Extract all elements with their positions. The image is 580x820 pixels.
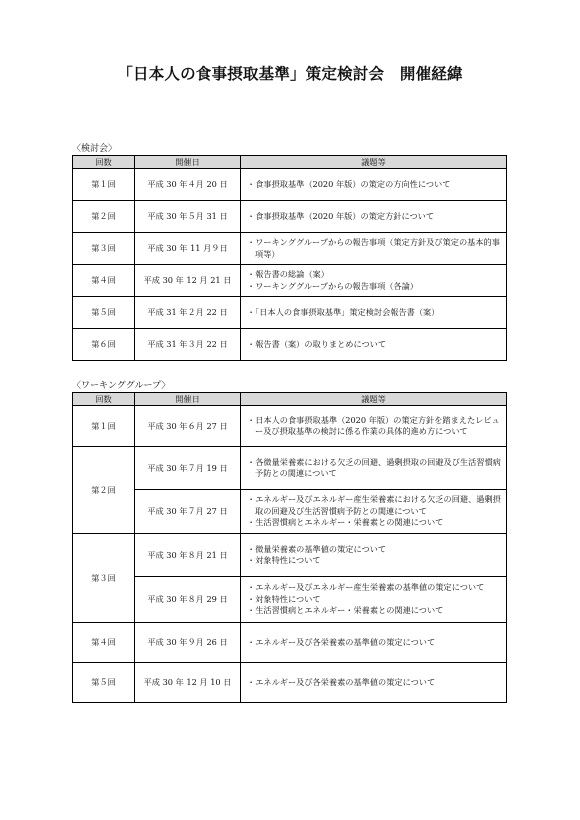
round-cell: 第４回 <box>73 265 135 297</box>
date-cell: 平成 30 年 12 月 10 日 <box>135 663 241 703</box>
topic-item: ・食事摂取基準（2020 年版）の策定の方向性について <box>247 178 451 189</box>
topic-item: ・ワーキンググループからの報告事項（各論） <box>247 280 419 291</box>
committee-section-label: 〈検討会〉 <box>72 144 118 154</box>
table-row <box>73 623 507 663</box>
topics-cell <box>241 201 507 233</box>
header-topics: 議題等 <box>241 393 507 406</box>
committee-table <box>72 155 507 361</box>
topics-cell <box>241 329 507 361</box>
round-cell: 第６回 <box>73 329 135 361</box>
header-round: 回数 <box>73 156 135 169</box>
topics-cell <box>241 297 507 329</box>
topics-cell <box>241 447 507 490</box>
table-row <box>73 490 507 534</box>
topic-item: ・エネルギー及びエネルギー産生栄養素の基準値の策定について <box>247 582 485 593</box>
table-row <box>73 201 507 233</box>
topic-item: ・生活習慣病とエネルギー・栄養素との関連について <box>247 605 444 616</box>
table-row <box>73 534 507 577</box>
topic-item: ・対象特性について <box>247 593 321 604</box>
topic-item: ・対象特性について <box>247 555 321 565</box>
round-cell: 第１回 <box>73 406 135 447</box>
header-date: 開催日 <box>135 393 241 406</box>
topics-cell <box>241 577 507 623</box>
round-cell: 第５回 <box>73 297 135 329</box>
topic-item: ・各微量栄養素における欠乏の回避、過剰摂取の回避及び生活習慣病予防との関連について <box>247 456 501 478</box>
working-group-section-label: 〈ワーキンググループ〉 <box>72 381 171 391</box>
round-cell: 第３回 <box>73 534 135 623</box>
page-title: 「日本人の食事摂取基準」策定検討会 開催経緯 <box>117 65 463 83</box>
topic-item: ・エネルギー及び各栄養素の基準値の策定について <box>247 676 436 687</box>
date-cell: 平成 30 年 12 月 21 日 <box>135 265 241 297</box>
topics-cell <box>241 406 507 447</box>
date-cell: 平成 30 年５月 31 日 <box>135 201 241 233</box>
table-row <box>73 233 507 265</box>
topics-cell <box>241 265 507 297</box>
topics-cell <box>241 623 507 663</box>
table-row <box>73 447 507 490</box>
topic-item: ・報告書（案）の取りまとめについて <box>247 338 387 349</box>
round-cell: 第１回 <box>73 169 135 201</box>
table-row <box>73 577 507 623</box>
topic-item: ・エネルギー及びエネルギー産生栄養素における欠乏の回避、過剰摂取の回避及び生活習慣病予防との関連について <box>247 494 501 516</box>
table-row <box>73 265 507 297</box>
topics-cell <box>241 169 507 201</box>
header-topics: 議題等 <box>241 156 507 169</box>
topic-item: ・エネルギー及び各栄養素の基準値の策定について <box>247 636 436 647</box>
topic-item: ・食事摂取基準（2020 年版）の策定方針について <box>247 210 435 221</box>
topic-item: ・日本人の食事摂取基準（2020 年版）の策定方針を踏まえたレビュー及び摂取基準の検討に係る作業の具体的進め方について <box>247 414 500 436</box>
date-cell: 平成 31 年３月 22 日 <box>135 329 241 361</box>
header-date: 開催日 <box>135 156 241 169</box>
date-cell: 平成 30 年 11 月９日 <box>135 233 241 265</box>
round-cell: 第５回 <box>73 663 135 703</box>
round-cell: 第３回 <box>73 233 135 265</box>
topics-cell <box>241 490 507 534</box>
working-group-header-row <box>73 393 507 406</box>
header-round: 回数 <box>73 393 135 406</box>
table-row <box>73 406 507 447</box>
table-row <box>73 663 507 703</box>
date-cell: 平成 30 年７月 27 日 <box>135 490 241 534</box>
topic-item: ・ワーキンググループからの報告事項（策定方針及び策定の基本的事項等） <box>247 237 500 259</box>
topic-item: ・生活習慣病とエネルギー・栄養素との関連について <box>247 517 444 528</box>
table-row <box>73 297 507 329</box>
topics-cell <box>241 663 507 703</box>
date-cell: 平成 30 年４月 20 日 <box>135 169 241 201</box>
committee-header-row <box>73 156 507 169</box>
date-cell: 平成 30 年９月 26 日 <box>135 623 241 663</box>
date-cell: 平成 30 年６月 27 日 <box>135 406 241 447</box>
date-cell: 平成 30 年８月 29 日 <box>135 577 241 623</box>
round-cell: 第４回 <box>73 623 135 663</box>
date-cell: 平成 31 年２月 22 日 <box>135 297 241 329</box>
round-cell: 第２回 <box>73 447 135 534</box>
topic-item: ・微量栄養素の基準値の策定について <box>247 543 387 554</box>
table-row <box>73 329 507 361</box>
date-cell: 平成 30 年８月 21 日 <box>135 534 241 577</box>
topics-cell <box>241 233 507 265</box>
topics-cell <box>241 534 507 577</box>
round-cell: 第２回 <box>73 201 135 233</box>
date-cell: 平成 30 年７月 19 日 <box>135 447 241 490</box>
topic-item: ・報告書の総論（案） <box>247 269 329 279</box>
table-row <box>73 169 507 201</box>
topic-item: ・「日本人の食事摂取基準」策定検討会報告書（案） <box>247 306 440 317</box>
working-group-table <box>72 392 507 703</box>
